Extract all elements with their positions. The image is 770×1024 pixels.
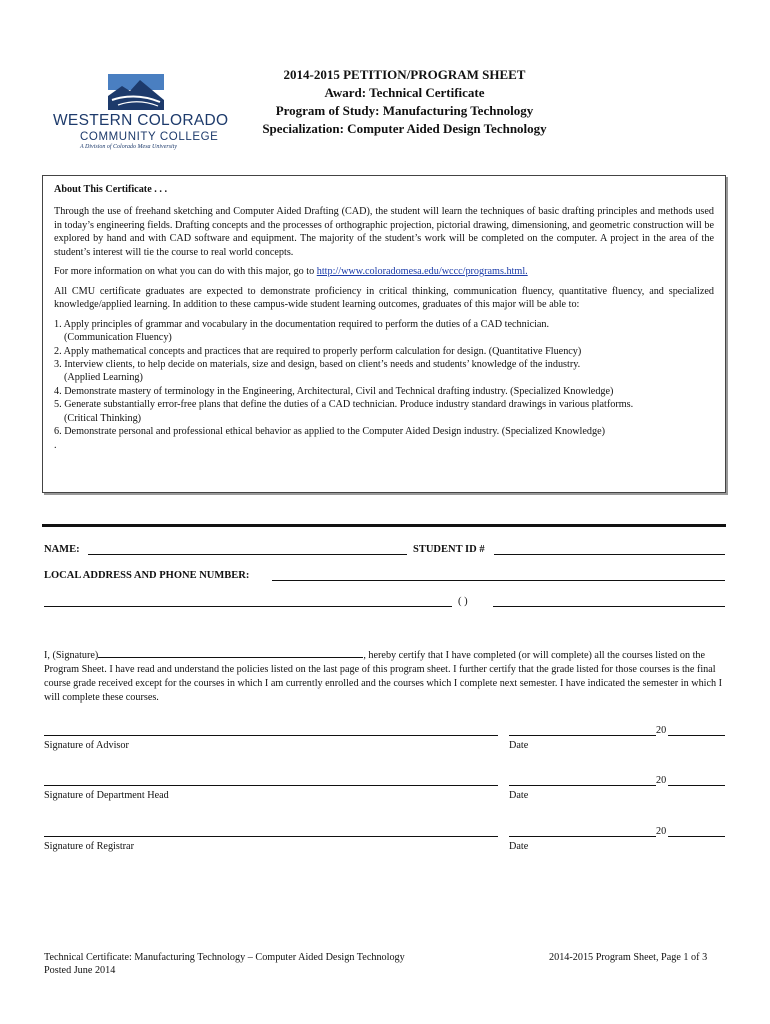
- about-heading: About This Certificate . . .: [54, 184, 167, 195]
- title-line-award: Award: Technical Certificate: [324, 85, 485, 100]
- college-logo: [50, 74, 228, 154]
- mountain-logo-icon: [108, 74, 164, 110]
- registrar-year-prefix: 20: [656, 826, 667, 837]
- advisor-signature-line[interactable]: [44, 735, 498, 736]
- more-info-text: For more information on what you can do with this major, go to: [54, 266, 317, 278]
- outcome-item: 6. Demonstrate personal and professional ethical behavior as applied to the Computer Aided Design industry. (Specialized Knowledge): [54, 426, 606, 438]
- student-id-label: STUDENT ID #: [413, 544, 485, 555]
- advisor-year-prefix: 20: [656, 725, 667, 736]
- about-description: Through the use of freehand sketching and Computer Aided Drafting (CAD), the student will learn the techniques of basic drafting principles and methods used in today’s engineering fields. Drafting concepts and the processes of orthographic projection, pictorial drawing, dimensioning, and geometric construction will be explored by hand and with CAD software and equipment. The majority of the student’s work will be completed on the computer. A project in the area of the student’s interest will tie the course to real world concepts.: [54, 206, 714, 258]
- title-line-specialization: Specialization: Computer Aided Design Technology: [262, 121, 547, 136]
- logo-text-division: A Division of Colorado Mesa University: [80, 144, 178, 150]
- advisor-signature-label: Signature of Advisor: [44, 740, 129, 751]
- registrar-year-line[interactable]: [668, 836, 725, 837]
- outcome-item: 2. Apply mathematical concepts and practices that are required to properly perform calculation for design. (Quantitative Fluency): [54, 345, 582, 357]
- advisor-date-label: Date: [509, 740, 529, 751]
- registrar-date-line[interactable]: [509, 836, 656, 837]
- logo-text-western-colorado: WESTERN COLORADO: [53, 112, 229, 129]
- section-divider: [42, 524, 726, 527]
- registrar-signature-line[interactable]: [44, 836, 498, 837]
- dept-head-signature-line[interactable]: [44, 785, 498, 786]
- title-line-program: Program of Study: Manufacturing Technology: [275, 103, 534, 118]
- certify-signature-blank[interactable]: [98, 648, 363, 658]
- outcome-item: 1. Apply principles of grammar and vocabulary in the documentation required to perform the duties of a CAD technician.: [54, 318, 550, 330]
- address-field[interactable]: [272, 580, 725, 581]
- outcomes-list: [54, 318, 714, 453]
- dept-head-date-line[interactable]: [509, 785, 656, 786]
- programs-link[interactable]: http://www.coloradomesa.edu/wccc/programs.html.: [316, 266, 528, 278]
- dept-head-year-line[interactable]: [668, 785, 725, 786]
- advisor-date-line[interactable]: [509, 735, 656, 736]
- about-certificate-box: [42, 175, 726, 493]
- outcome-category: (Communication Fluency): [64, 332, 172, 344]
- outcome-item: 5. Generate substantially error-free plans that define the duties of a CAD technician. Produce industry standard drawings in various platforms.: [54, 399, 634, 411]
- document-title: [232, 66, 577, 138]
- name-field[interactable]: [88, 554, 407, 555]
- title-line-petition: 2014-2015 PETITION/PROGRAM SHEET: [283, 67, 526, 82]
- outcome-terminator: .: [54, 439, 57, 451]
- address-label: LOCAL ADDRESS AND PHONE NUMBER:: [44, 570, 250, 581]
- signature-prefix: I, (Signature): [44, 650, 99, 661]
- dept-head-year-prefix: 20: [656, 775, 667, 786]
- footer-page-number: 2014-2015 Program Sheet, Page 1 of 3: [549, 952, 708, 963]
- registrar-signature-label: Signature of Registrar: [44, 841, 134, 852]
- more-info-paragraph: [54, 265, 714, 278]
- certification-statement: [44, 648, 728, 705]
- dept-head-signature-label: Signature of Department Head: [44, 790, 169, 801]
- name-label: NAME:: [44, 544, 80, 555]
- registrar-date-label: Date: [509, 841, 529, 852]
- certification-text: , hereby certify that I have completed (or will complete) all the courses listed on the Program Sheet. I have read and understand the policies listed on the last page of this program sheet. I further certify that the grade listed for those courses is the final course grade received except for the courses in which I am currently enrolled and the courses which I complete next semester. I have indicated the semester in which I will complete these courses.: [44, 650, 723, 703]
- student-id-field[interactable]: [494, 554, 725, 555]
- footer-program-name: Technical Certificate: Manufacturing Technology – Computer Aided Design Technology: [44, 952, 405, 963]
- learning-outcomes-intro: All CMU certificate graduates are expected to demonstrate proficiency in critical thinking, communication fluency, quantitative fluency, and specialized knowledge/applied learning. In addition to these campus-wide student learning outcomes, graduates of this major will be able to:: [54, 285, 714, 311]
- address-field-line2[interactable]: [44, 606, 452, 607]
- outcome-item: 4. Demonstrate mastery of terminology in the Engineering, Architectural, Civil and Technical drafting industry. (Specialized Knowledge): [54, 385, 614, 397]
- outcome-category: (Applied Learning): [64, 372, 143, 384]
- outcome-category: (Critical Thinking): [64, 412, 142, 424]
- advisor-year-line[interactable]: [668, 735, 725, 736]
- logo-text-community-college: COMMUNITY COLLEGE: [80, 131, 219, 143]
- outcome-item: 3. Interview clients, to help decide on materials, size and design, based on client’s needs and students’ knowledge of the industry.: [54, 358, 581, 370]
- phone-area-code: ( ): [458, 596, 468, 607]
- footer-posted-date: Posted June 2014: [44, 965, 116, 977]
- dept-head-date-label: Date: [509, 790, 529, 801]
- phone-field[interactable]: [493, 606, 725, 607]
- footer-left: [44, 951, 405, 978]
